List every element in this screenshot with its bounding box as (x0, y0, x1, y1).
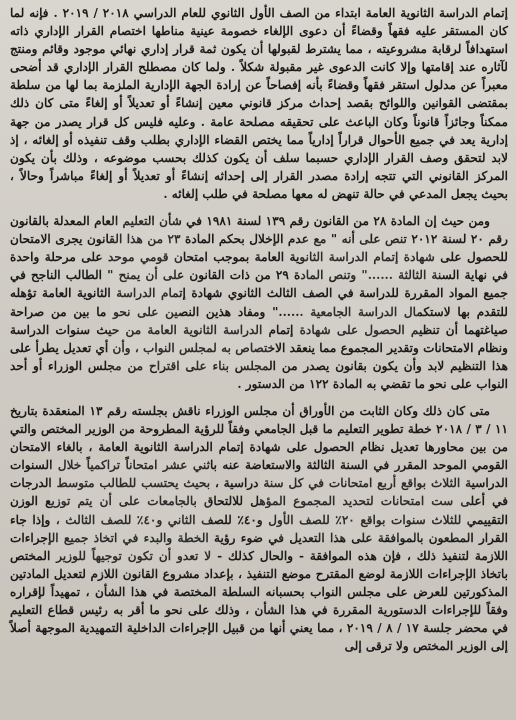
paragraph-3: متى كان ذلك وكان الثابت من الأوراق أن مجلس الوزراء ناقش بجلسته رقم ١٣ المنعقدة بتاريخ ١١ / ٣ / ٢٠١٨ خطة تطوير التعليم ما قبل الجامعي وفقاً للرؤية المطروحة من الوزير المختص والتي من بين محاورها تعديل نظام الحصول على شهادة إتمام الدراسة الثانوية العامة ، بالغاء الامتحان القومي الموحد المقرر في السنة الثالثة والاستعاضة عنه باثني عشر امتحاناً تراكمياً خلال السنوات الدراسية الثلاث بواقع أربع امتحانات في كل سنة دراسية ، بحيث يحتسب للطالب متوسط الدرجات في أعلى ست امتحانات لتحديد المجموع المؤهل للالتحاق بالجامعات على أن يتم توزيع الوزن التقييمي للثلاث سنوات بواقع ٢٠٪ للصف الأول و٤٠٪ للصف الثاني و٤٠٪ للصف الثالث ، وإذا جاء القرار المطعون بالموافقة على هذا التعديل في ضوء رؤية الخطة والبدء في اتخاذ جميع الإجراءات اللازمة لتنفيذ ذلك ، فإن هذه الموافقة - والحال كذلك - لا تعدو أن تكون توجيهاً للوزير المختص باتخاذ الإجراءات اللازمة لوضع المقترح موضع التنفيذ ، بإعداد مشروع القانون اللازم لتعديل المادتين المذكورتين للعرض على مجلس النواب بحسبانه السلطة المختصة في هذا الشأن ، تمهيداً لإقراره وفقاً للإجراءات الدستورية المقررة في هذا الشأن ، وذلك على نحو ما أقر به رئيس قطاع التعليم في محضر جلسة ١٧ / ٨ / ٢٠١٩ ، مما يعني أنها من قبيل الإجراءات الداخلية التمهيدية الموجهة أصلاً إلى الوزير المختص ولا ترقى إلى (10, 403, 508, 654)
paragraph-2: ومن حيث إن المادة ٢٨ من القانون رقم ١٣٩ لسنة ١٩٨١ في شأن التعليم العام المعدلة بالقانون رقم ٢٠ لسنة ٢٠١٢ تنص على أنه " مع عدم الإخلال بحكم المادة ٢٣ من هذا القانون يجرى الامتحان للحصول على شهادة إتمام الدراسة الثانوية العامة بموجب امتحان قومي موحد على مرحلة واحدة في نهاية السنة الثالثة ......" وتنص المادة ٢٩ من ذات القانون على أن يمنح " الطالب الناجح في جميع المواد المقررة للدراسة في الصف الثالث الثانوي شهادة إتمام الدراسة الثانوية العامة تؤهله للتقدم بها لاستكمال الدراسة الجامعية ......" ومفاد هذين النصين على نحو ما بين من صراحة صياغتهما أن تنظيم الحصول على شهادة إتمام الدراسة الثانوية العامة من حيث سنوات الدراسة ونظام الامتحانات وتقدير المجموع مما ينعقد الاختصاص به لمجلس النواب ، وأن أي تعديل يطرأ على هذا التنظيم لابد وأن يكون بقانون يصدر من المجلس بناء على اقتراح من مجلس الوزراء أو أحد النواب على نحو ما تقضي به المادة ١٢٢ من الدستور . (10, 214, 509, 391)
paragraph-1: إتمام الدراسة الثانوية العامة ابتداء من الصف الأول الثانوي للعام الدراسي ٢٠١٨ / ٢٠١٩ . فإنه لما كان المستقر عليه فقهاً وقضاءً أن دعوى الإلغاء خصومة عينية مناطها اختصام القرار الإداري ذاته استهدافاً لرقابة مشروعيته ، مما يشترط لقبولها أن يكون ثمة قرار إداري نهائي موجود وقائم ومنتج لآثاره عند إقامتها وإلا كانت الدعوى غير مقبولة شكلاً . ولما كان مصطلح القرار الإداري قد أضحى معبراً عن مدلول استقر فقهاً وقضاءً بأنه إفصاحاً عن إرادة الجهة الإدارية الملزمة بما لها من سلطة بمقتضى القوانين واللوائح بقصد إحداث مركز قانوني معين إنشاءً أو تعديلاً أو إلغاءً متى كان ذلك ممكناً وجائزاً قانوناً وكان الباعث على تحقيقه مصلحة عامة . وعليه فليس كل قرار يصدر من جهة إدارية يعد في جميع الأحوال قراراً إدارياً مما يختص القضاء الإداري بطلب وقف تنفيذه أو إلغائه ، إذ لابد لتحقق وصف القرار الإداري حسبما سلف أن يكون كذلك بحسب موضوعه ، وذلك بأن يكون المركز القانوني التي تتجه إرادة مصدر القرار إلى إحداثه إنشاءً أو تعديلاً أو إلغاءً مباشراً وحالاً ، بحيث يجعل المدعي في حالة تنهض له معها مصلحة في طلب إلغائه . (10, 6, 508, 201)
